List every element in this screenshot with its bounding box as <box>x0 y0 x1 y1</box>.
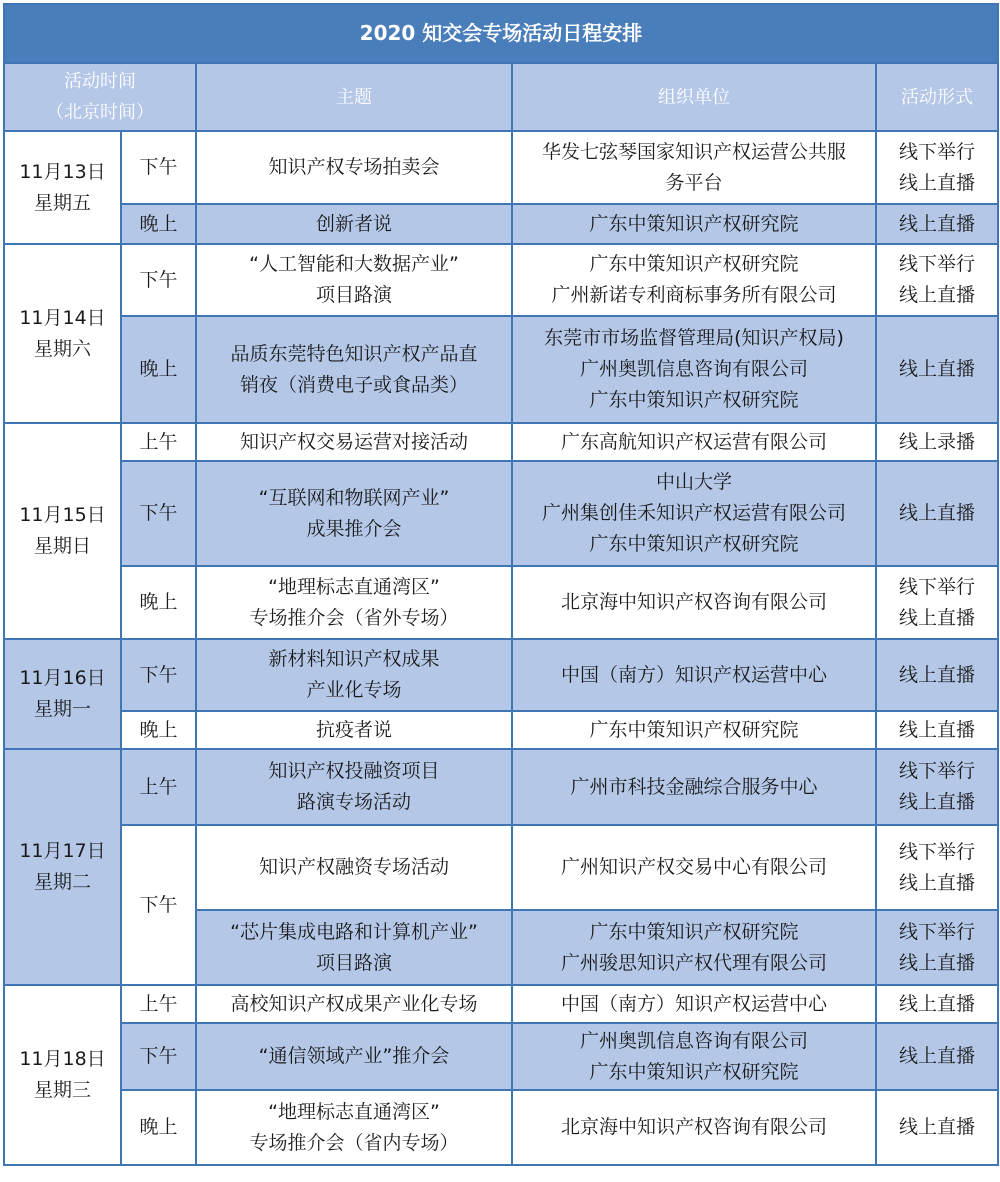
period-cell: 下午 <box>121 1023 196 1090</box>
organizer-line: 广州骏思知识产权代理有限公司 <box>560 951 827 974</box>
theme-line: “人工智能和大数据产业” <box>249 253 459 275</box>
organizer-line: 广州奥凯信息咨询有限公司 <box>579 1029 808 1052</box>
format-line: 线上直播 <box>898 718 975 741</box>
theme-cell <box>196 131 512 204</box>
format-line: 线下举行 <box>898 840 975 863</box>
format-cell <box>876 825 998 910</box>
header-activity-time <box>4 63 196 131</box>
theme-line: 品质东莞特色知识产权产品直 <box>230 342 478 365</box>
organizer-cell <box>512 423 876 461</box>
date-label: 11月13日 <box>19 160 106 183</box>
theme-line: 专场推介会（省外专场） <box>249 606 459 629</box>
format-line: 线上直播 <box>898 791 975 813</box>
theme-line: 专场推介会（省内专场） <box>249 1131 459 1154</box>
period-cell: 晚上 <box>121 1090 196 1165</box>
organizer-cell <box>512 749 876 825</box>
format-line: 线下举行 <box>898 920 975 943</box>
format-cell <box>876 1090 998 1165</box>
table-row <box>4 1090 998 1165</box>
format-line: 线上直播 <box>898 212 975 235</box>
table-row <box>4 1023 998 1090</box>
organizer-line: 中国（南方）知识产权运营中心 <box>560 992 827 1015</box>
table-row <box>4 131 998 204</box>
organizer-line: 广东中策知识产权研究院 <box>589 253 799 275</box>
date-label: 11月14日 <box>19 306 106 329</box>
theme-line: “地理标志直通湾区” <box>268 1100 440 1123</box>
organizer-line: 广州新诺专利商标事务所有限公司 <box>551 284 837 306</box>
format-line: 线上直播 <box>898 951 975 974</box>
format-cell <box>876 711 998 749</box>
theme-cell <box>196 1023 512 1090</box>
theme-line: 知识产权投融资项目 <box>268 760 440 782</box>
date-cell <box>4 749 121 985</box>
period-cell: 晚上 <box>121 711 196 749</box>
organizer-line: 广州知识产权交易中心有限公司 <box>560 856 827 878</box>
table-row <box>4 639 998 711</box>
date-cell <box>4 985 121 1165</box>
period-cell: 上午 <box>121 985 196 1023</box>
organizer-line: 东莞市市场监督管理局(知识产权局) <box>544 327 844 349</box>
table-row <box>4 423 998 461</box>
theme-cell <box>196 749 512 825</box>
date-cell <box>4 131 121 244</box>
theme-line: 新材料知识产权成果 <box>268 648 440 670</box>
theme-line: 知识产权交易运营对接活动 <box>239 430 468 453</box>
theme-line: 知识产权专场拍卖会 <box>268 156 440 178</box>
weekday-label: 星期一 <box>33 698 91 720</box>
organizer-line: 广东中策知识产权研究院 <box>589 533 799 555</box>
format-cell <box>876 204 998 244</box>
theme-line: “地理标志直通湾区” <box>268 575 440 598</box>
organizer-line: 中山大学 <box>655 471 732 493</box>
theme-cell <box>196 825 512 910</box>
organizer-cell <box>512 825 876 910</box>
table-row <box>4 204 998 244</box>
period-cell: 上午 <box>121 423 196 461</box>
date-cell <box>4 423 121 639</box>
format-line: 线上直播 <box>898 871 975 894</box>
weekday-label: 星期二 <box>33 871 91 893</box>
period-cell: 晚上 <box>121 316 196 423</box>
format-cell <box>876 749 998 825</box>
organizer-line: 广东中策知识产权研究院 <box>589 920 799 943</box>
theme-cell <box>196 244 512 316</box>
header-time-line1: 活动时间 <box>64 71 136 92</box>
organizer-line: 广东高航知识产权运营有限公司 <box>560 430 827 453</box>
theme-cell <box>196 639 512 711</box>
theme-cell <box>196 985 512 1023</box>
theme-cell <box>196 910 512 985</box>
period-cell: 下午 <box>121 639 196 711</box>
format-cell <box>876 131 998 204</box>
date-label: 11月17日 <box>19 840 106 862</box>
format-cell <box>876 639 998 711</box>
theme-line: 知识产权融资专场活动 <box>258 856 449 878</box>
format-line: 线上直播 <box>898 992 975 1015</box>
period-cell: 下午 <box>121 825 196 985</box>
table-row <box>4 244 998 316</box>
schedule-table <box>3 3 999 1166</box>
weekday-label: 星期三 <box>33 1079 91 1101</box>
organizer-line: 广州市科技金融综合服务中心 <box>570 775 818 798</box>
format-cell <box>876 985 998 1023</box>
theme-line: 创新者说 <box>315 212 392 235</box>
format-line: 线下举行 <box>898 253 975 275</box>
period-cell: 晚上 <box>121 566 196 639</box>
table-row <box>4 711 998 749</box>
table-row <box>4 825 998 910</box>
theme-line: 产业化专场 <box>306 679 402 701</box>
organizer-cell <box>512 461 876 566</box>
organizer-line: 北京海中知识产权咨询有限公司 <box>560 591 827 613</box>
date-cell <box>4 244 121 423</box>
table-row <box>4 461 998 566</box>
format-line: 线上直播 <box>898 502 975 524</box>
theme-cell <box>196 1090 512 1165</box>
theme-cell <box>196 566 512 639</box>
table-row <box>4 566 998 639</box>
period-cell: 晚上 <box>121 204 196 244</box>
format-line: 线上直播 <box>898 606 975 629</box>
theme-cell <box>196 423 512 461</box>
organizer-cell <box>512 1090 876 1165</box>
weekday-label: 星期六 <box>33 337 91 360</box>
table-title: 2020 知交会专场活动日程安排 <box>4 4 998 63</box>
organizer-cell <box>512 639 876 711</box>
organizer-cell <box>512 316 876 423</box>
format-line: 线上直播 <box>898 171 975 194</box>
header-organizer: 组织单位 <box>512 63 876 131</box>
theme-line: 高校知识产权成果产业化专场 <box>230 992 478 1015</box>
table-row <box>4 316 998 423</box>
weekday-label: 星期五 <box>33 191 91 214</box>
organizer-cell <box>512 910 876 985</box>
format-cell <box>876 461 998 566</box>
table-row <box>4 985 998 1023</box>
theme-line: 成果推介会 <box>306 517 402 540</box>
theme-line: “芯片集成电路和计算机产业” <box>230 920 478 943</box>
format-cell <box>876 1023 998 1090</box>
period-cell: 下午 <box>121 131 196 204</box>
format-cell <box>876 566 998 639</box>
organizer-cell <box>512 131 876 204</box>
theme-line: 项目路演 <box>315 284 392 306</box>
format-line: 线下举行 <box>898 760 975 782</box>
format-cell <box>876 910 998 985</box>
organizer-cell <box>512 1023 876 1090</box>
organizer-line: 广东中策知识产权研究院 <box>589 389 799 411</box>
schedule-body <box>4 131 998 1165</box>
date-label: 11月16日 <box>19 667 106 689</box>
format-line: 线上直播 <box>898 1045 975 1067</box>
format-cell <box>876 316 998 423</box>
date-cell <box>4 639 121 749</box>
format-cell <box>876 423 998 461</box>
format-line: 线上直播 <box>898 284 975 306</box>
date-label: 11月15日 <box>19 504 106 526</box>
period-cell: 下午 <box>121 461 196 566</box>
format-line: 线上直播 <box>898 663 975 686</box>
theme-line: “互联网和物联网产业” <box>258 486 450 509</box>
organizer-line: 北京海中知识产权咨询有限公司 <box>560 1116 827 1138</box>
theme-cell <box>196 461 512 566</box>
theme-line: 项目路演 <box>315 951 392 974</box>
header-theme: 主题 <box>196 63 512 131</box>
organizer-cell <box>512 711 876 749</box>
theme-line: 抗疫者说 <box>315 718 392 741</box>
organizer-cell <box>512 244 876 316</box>
theme-line: 销夜（消费电子或食品类） <box>239 373 468 396</box>
theme-cell <box>196 204 512 244</box>
format-line: 线上直播 <box>898 358 975 380</box>
date-label: 11月18日 <box>19 1048 106 1070</box>
format-line: 线上录播 <box>898 430 975 453</box>
organizer-line: 务平台 <box>665 171 723 194</box>
organizer-line: 广东中策知识产权研究院 <box>589 718 799 741</box>
organizer-line: 广州奥凯信息咨询有限公司 <box>579 358 808 380</box>
period-cell: 下午 <box>121 244 196 316</box>
header-time-line2: （北京时间） <box>46 102 154 123</box>
table-row <box>4 749 998 825</box>
format-line: 线上直播 <box>898 1116 975 1138</box>
theme-line: 路演专场活动 <box>296 791 411 813</box>
organizer-line: 广州集创佳禾知识产权运营有限公司 <box>541 502 846 524</box>
format-line: 线下举行 <box>898 140 975 163</box>
theme-cell <box>196 711 512 749</box>
weekday-label: 星期日 <box>33 535 91 557</box>
period-cell: 上午 <box>121 749 196 825</box>
organizer-line: 广东中策知识产权研究院 <box>589 1060 799 1083</box>
theme-line: “通信领域产业”推介会 <box>258 1045 450 1067</box>
organizer-line: 华发七弦琴国家知识产权运营公共服 <box>541 140 846 163</box>
organizer-cell <box>512 985 876 1023</box>
organizer-line: 中国（南方）知识产权运营中心 <box>560 663 827 686</box>
header-format: 活动形式 <box>876 63 998 131</box>
organizer-line: 广东中策知识产权研究院 <box>589 212 799 235</box>
organizer-cell <box>512 566 876 639</box>
organizer-cell <box>512 204 876 244</box>
format-line: 线下举行 <box>898 575 975 598</box>
theme-cell <box>196 316 512 423</box>
format-cell <box>876 244 998 316</box>
